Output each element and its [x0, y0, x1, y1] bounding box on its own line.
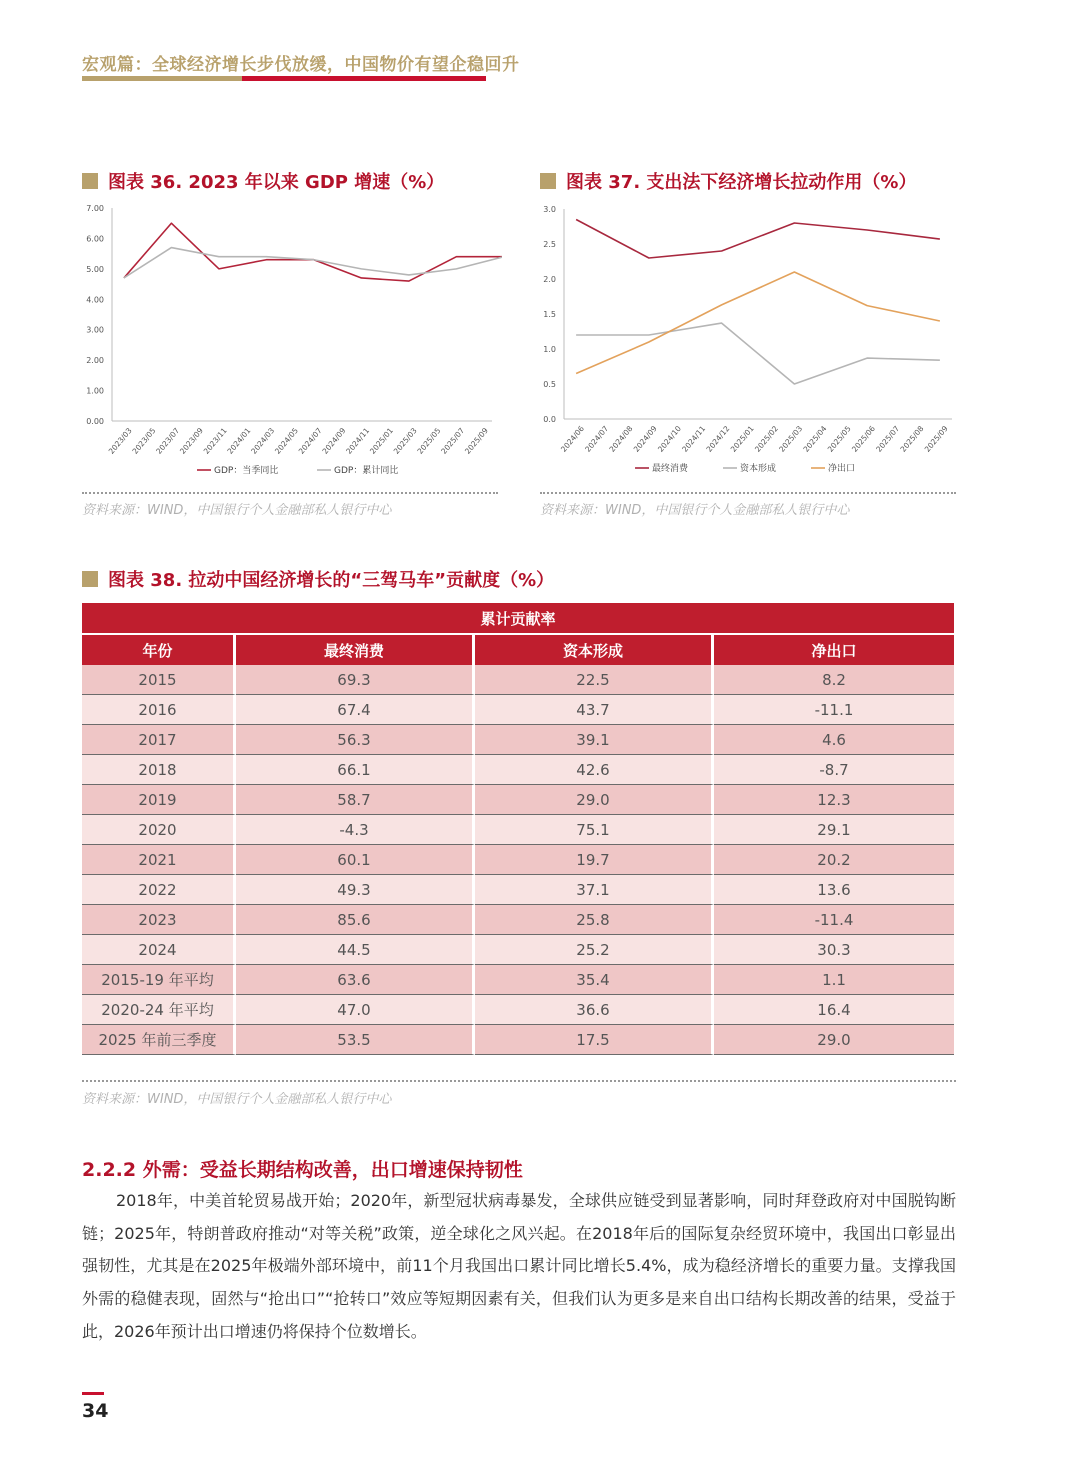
table-cell: 13.6 [714, 875, 954, 905]
section-paragraph: 2018年，中美首轮贸易战开始；2020年，新型冠状病毒暴发，全球供应链受到显著影响，同时拜登政府对中国脱钩断链；2025年，特朗普政府推动“对等关税”政策，逆全球化之风兴起。在2018年后的国际复杂经贸环境中，我国出口彰显出强韧性，尤其是在2025年极端外部环境中，前11个月我国出口累计同比增长5.4%，成为稳经济增长的重要力量。支撑我国外需的稳健表现，固然与“抢出口”“抢转口”效应等短期因素有关，但我们认为更多是来自出口结构长期改善的结果，受益于此，2026年预计出口增速仍将保持个位数增长。 [82, 1191, 956, 1341]
page-header-title: 宏观篇：全球经济增长步伐放缓，中国物价有望企稳回升 [82, 55, 520, 75]
x-tick-label: 2023/09 [178, 426, 205, 456]
table-cell: 75.1 [475, 815, 714, 845]
page-number: 34 [82, 1400, 109, 1422]
table-cell: 19.7 [475, 845, 714, 875]
table-cell: 2024 [82, 935, 236, 965]
table-cell: 8.2 [714, 665, 954, 695]
table-cell: 2019 [82, 785, 236, 815]
series-line-1 [576, 323, 940, 384]
table-cell: 29.0 [475, 785, 714, 815]
table-row [82, 995, 954, 1025]
x-tick-label: 2023/11 [201, 426, 229, 456]
table-cell: 2020 [82, 815, 236, 845]
table-cell: 22.5 [475, 665, 714, 695]
x-tick-label: 2025/09 [463, 426, 490, 456]
x-tick-label: 2025/04 [801, 424, 829, 454]
table-cell: -8.7 [714, 755, 954, 785]
legend-label-1: GDP：累计同比 [334, 466, 399, 476]
table-cell: -11.4 [714, 905, 954, 935]
x-tick-label: 2024/11 [344, 426, 372, 456]
table-cell: 29.0 [714, 1025, 954, 1055]
table-cell: 44.5 [236, 935, 475, 965]
table-cell: 66.1 [236, 755, 475, 785]
table-cell: 85.6 [236, 905, 475, 935]
table-row [82, 875, 954, 905]
x-tick-label: 2025/08 [898, 424, 926, 454]
table-cell: 2017 [82, 725, 236, 755]
x-tick-label: 2025/09 [922, 424, 950, 454]
fig36-title-square-icon [82, 173, 98, 189]
fig36-title [82, 168, 444, 194]
x-tick-label: 2024/12 [704, 424, 732, 454]
table-cell: 2022 [82, 875, 236, 905]
x-tick-label: 2024/06 [559, 424, 586, 454]
y-tick-label: 1.5 [543, 310, 556, 319]
x-tick-label: 2025/07 [874, 424, 902, 454]
table-row [82, 815, 954, 845]
table-cell: 63.6 [236, 965, 475, 995]
x-tick-label: 2025/05 [415, 426, 443, 456]
table-row [82, 725, 954, 755]
table-row [82, 965, 954, 995]
table-cell: 2015 [82, 665, 236, 695]
fig37-title [540, 168, 916, 194]
x-tick-label: 2024/07 [296, 426, 324, 456]
contribution-table [82, 603, 954, 1055]
table-cell: 42.6 [475, 755, 714, 785]
table-cell: 2020-24 年平均 [82, 995, 236, 1025]
fig36-source: 资料来源：WIND，中国银行个人金融部私人银行中心 [82, 503, 392, 518]
x-tick-label: 2025/02 [753, 424, 780, 454]
x-tick-label: 2024/03 [249, 426, 277, 456]
table-cell: 4.6 [714, 725, 954, 755]
table-cell: 67.4 [236, 695, 475, 725]
table-row [82, 845, 954, 875]
table-header-year: 年份 [82, 633, 236, 665]
table-cell: -11.1 [714, 695, 954, 725]
table-cell: 20.2 [714, 845, 954, 875]
table-cell: 35.4 [475, 965, 714, 995]
x-tick-label: 2024/08 [607, 424, 635, 454]
y-tick-label: 6.00 [86, 234, 104, 244]
y-tick-label: 2.0 [543, 275, 556, 284]
table-cell: 16.4 [714, 995, 954, 1025]
legend-label-0: GDP：当季同比 [214, 466, 279, 476]
table-super-header: 累计贡献率 [82, 603, 954, 633]
fig37-title-square-icon [540, 173, 556, 189]
fig38-title-text: 图表 38. 拉动中国经济增长的“三驾马车”贡献度（%） [108, 570, 555, 591]
table-cell: 2018 [82, 755, 236, 785]
y-tick-label: 2.5 [543, 240, 556, 249]
x-tick-label: 2024/11 [680, 424, 708, 454]
y-tick-label: 0.5 [543, 380, 556, 389]
x-tick-label: 2024/09 [631, 424, 659, 454]
table-header-capital: 资本形成 [475, 633, 714, 665]
table-cell: 2025 年前三季度 [82, 1025, 236, 1055]
table-cell: 29.1 [714, 815, 954, 845]
table-cell: 17.5 [475, 1025, 714, 1055]
table-cell: 25.8 [475, 905, 714, 935]
x-tick-label: 2024/10 [656, 424, 683, 454]
legend-label-2: 净出口 [828, 464, 856, 474]
table-cell: 56.3 [236, 725, 475, 755]
table-cell: 53.5 [236, 1025, 475, 1055]
table-row [82, 1025, 954, 1055]
y-tick-label: 3.0 [543, 205, 556, 214]
x-tick-label: 2024/07 [583, 424, 611, 454]
legend-label-0: 最终消费 [652, 464, 689, 474]
fig38-title-square-icon [82, 571, 98, 587]
table-header-net-export: 净出口 [714, 633, 954, 665]
fig37-divider [540, 492, 956, 494]
fig37-source: 资料来源：WIND，中国银行个人金融部私人银行中心 [540, 503, 850, 518]
table-row [82, 665, 954, 695]
table-cell: 2015-19 年平均 [82, 965, 236, 995]
page-number-bar [82, 1392, 104, 1395]
table-cell: 49.3 [236, 875, 475, 905]
x-tick-label: 2025/05 [825, 424, 853, 454]
table-cell: 12.3 [714, 785, 954, 815]
y-tick-label: 0.00 [86, 417, 104, 426]
table-row [82, 935, 954, 965]
table-cell: 39.1 [475, 725, 714, 755]
y-tick-label: 0.0 [543, 415, 556, 424]
table-cell: 47.0 [236, 995, 475, 1025]
y-tick-label: 3.00 [86, 325, 104, 335]
table-row [82, 695, 954, 725]
table-row [82, 785, 954, 815]
fig37-chart [540, 198, 960, 483]
x-tick-label: 2025/03 [777, 424, 805, 454]
y-tick-label: 5.00 [86, 264, 104, 274]
table-cell: 2016 [82, 695, 236, 725]
legend-label-1: 资本形成 [740, 464, 777, 474]
y-tick-label: 7.00 [86, 204, 104, 213]
x-tick-label: 2024/05 [273, 426, 300, 456]
series-line-0 [576, 220, 940, 259]
table-cell: 58.7 [236, 785, 475, 815]
fig38-title [82, 566, 554, 592]
x-tick-label: 2025/06 [850, 424, 877, 454]
fig38-source: 资料来源：WIND，中国银行个人金融部私人银行中心 [82, 1092, 392, 1107]
x-tick-label: 2023/03 [106, 426, 134, 456]
x-tick-label: 2023/07 [154, 426, 182, 456]
table-cell: 2021 [82, 845, 236, 875]
table-cell: -4.3 [236, 815, 475, 845]
y-tick-label: 1.00 [86, 386, 104, 396]
y-tick-label: 4.00 [86, 295, 104, 305]
y-tick-label: 2.00 [86, 356, 104, 366]
x-tick-label: 2025/01 [728, 424, 756, 454]
table-cell: 2023 [82, 905, 236, 935]
x-tick-label: 2025/07 [439, 426, 467, 456]
fig36-divider [82, 492, 498, 494]
table-cell: 1.1 [714, 965, 954, 995]
x-tick-label: 2025/03 [391, 426, 419, 456]
table-cell: 36.6 [475, 995, 714, 1025]
x-tick-label: 2024/09 [320, 426, 348, 456]
fig36-title-text: 图表 36. 2023 年以来 GDP 增速（%） [108, 172, 445, 193]
table-row [82, 905, 954, 935]
table-cell: 43.7 [475, 695, 714, 725]
table-header-consumption: 最终消费 [236, 633, 475, 665]
header-underline-accent [82, 76, 242, 81]
table-cell: 30.3 [714, 935, 954, 965]
fig36-chart [82, 198, 502, 483]
x-tick-label: 2025/01 [368, 426, 395, 456]
table-cell: 37.1 [475, 875, 714, 905]
series-line-0 [124, 223, 502, 281]
table-cell: 60.1 [236, 845, 475, 875]
fig38-divider [82, 1080, 956, 1082]
x-tick-label: 2023/05 [130, 426, 158, 456]
table-cell: 25.2 [475, 935, 714, 965]
fig37-title-text: 图表 37. 支出法下经济增长拉动作用（%） [566, 172, 917, 193]
x-tick-label: 2024/01 [225, 426, 253, 456]
table-cell: 69.3 [236, 665, 475, 695]
y-tick-label: 1.0 [543, 345, 556, 354]
section-title: 2.2.2 外需：受益长期结构改善，出口增速保持韧性 [82, 1159, 523, 1181]
table-row [82, 755, 954, 785]
